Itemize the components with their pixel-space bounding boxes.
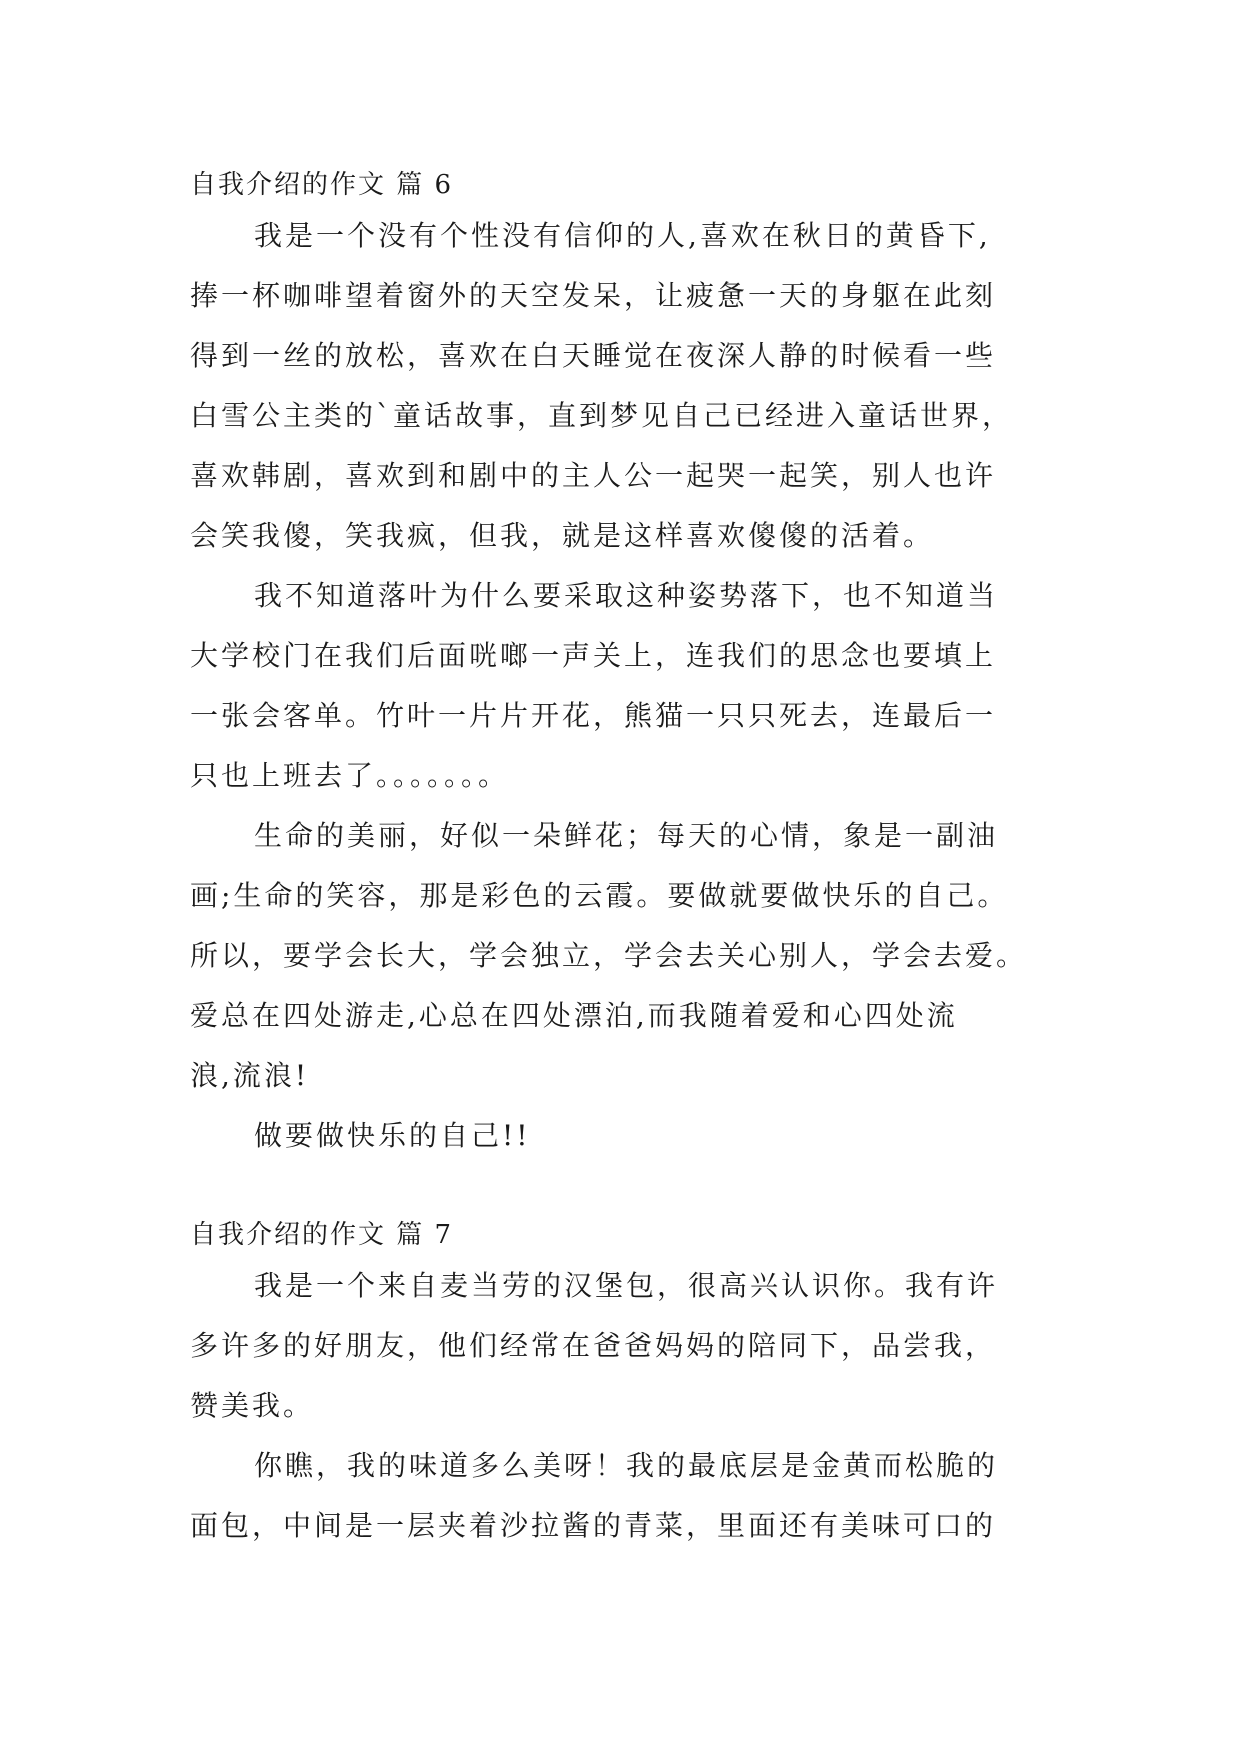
paragraph-line: 喜欢韩剧，喜欢到和剧中的主人公一起哭一起笑，别人也许 — [190, 459, 997, 492]
paragraph-line: 画;生命的笑容，那是彩色的云霞。要做就要做快乐的自己。 — [190, 879, 1009, 912]
paragraph-line: 一张会客单。竹叶一片片开花，熊猫一只只死去，连最后一 — [190, 699, 997, 732]
paragraph-line: 我是一个来自麦当劳的汉堡包，很高兴认识你。我有许 — [254, 1269, 999, 1302]
paragraph-line: 白雪公主类的`童话故事，直到梦见自己已经进入童话世界， — [190, 399, 1014, 432]
paragraph-line: 所以，要学会长大，学会独立，学会去关心别人，学会去爱。 — [190, 939, 1028, 972]
paragraph-line: 爱总在四处游走,心总在四处漂泊,而我随着爱和心四处流 — [190, 999, 958, 1032]
paragraph-line: 我不知道落叶为什么要采取这种姿势落下，也不知道当 — [254, 579, 999, 612]
paragraph-line: 大学校门在我们后面咣啷一声关上，连我们的思念也要填上 — [190, 639, 997, 672]
paragraph-line: 做要做快乐的自己!! — [254, 1119, 531, 1152]
section-7-title: 自我介绍的作文 篇 7 — [190, 1220, 454, 1250]
paragraph-line: 我是一个没有个性没有信仰的人,喜欢在秋日的黄昏下, — [254, 219, 991, 252]
paragraph-line: 只也上班去了。。。。。。。 — [190, 759, 510, 792]
paragraph-line: 赞美我。 — [190, 1389, 315, 1422]
paragraph-line: 会笑我傻，笑我疯，但我，就是这样喜欢傻傻的活着。 — [190, 519, 935, 552]
paragraph-line: 得到一丝的放松，喜欢在白天睡觉在夜深人静的时候看一些 — [190, 339, 997, 372]
paragraph-line: 捧一杯咖啡望着窗外的天空发呆，让疲惫一天的身躯在此刻 — [190, 279, 997, 312]
paragraph-line: 生命的美丽，好似一朵鲜花；每天的心情，象是一副油 — [254, 819, 999, 852]
paragraph-line: 你瞧，我的味道多么美呀！我的最底层是金黄而松脆的 — [254, 1449, 999, 1482]
section-6-title: 自我介绍的作文 篇 6 — [190, 170, 454, 200]
paragraph-line: 多许多的好朋友，他们经常在爸爸妈妈的陪同下，品尝我， — [190, 1329, 997, 1362]
paragraph-line: 浪,流浪! — [190, 1059, 310, 1092]
paragraph-line: 面包，中间是一层夹着沙拉酱的青菜，里面还有美味可口的 — [190, 1509, 997, 1542]
